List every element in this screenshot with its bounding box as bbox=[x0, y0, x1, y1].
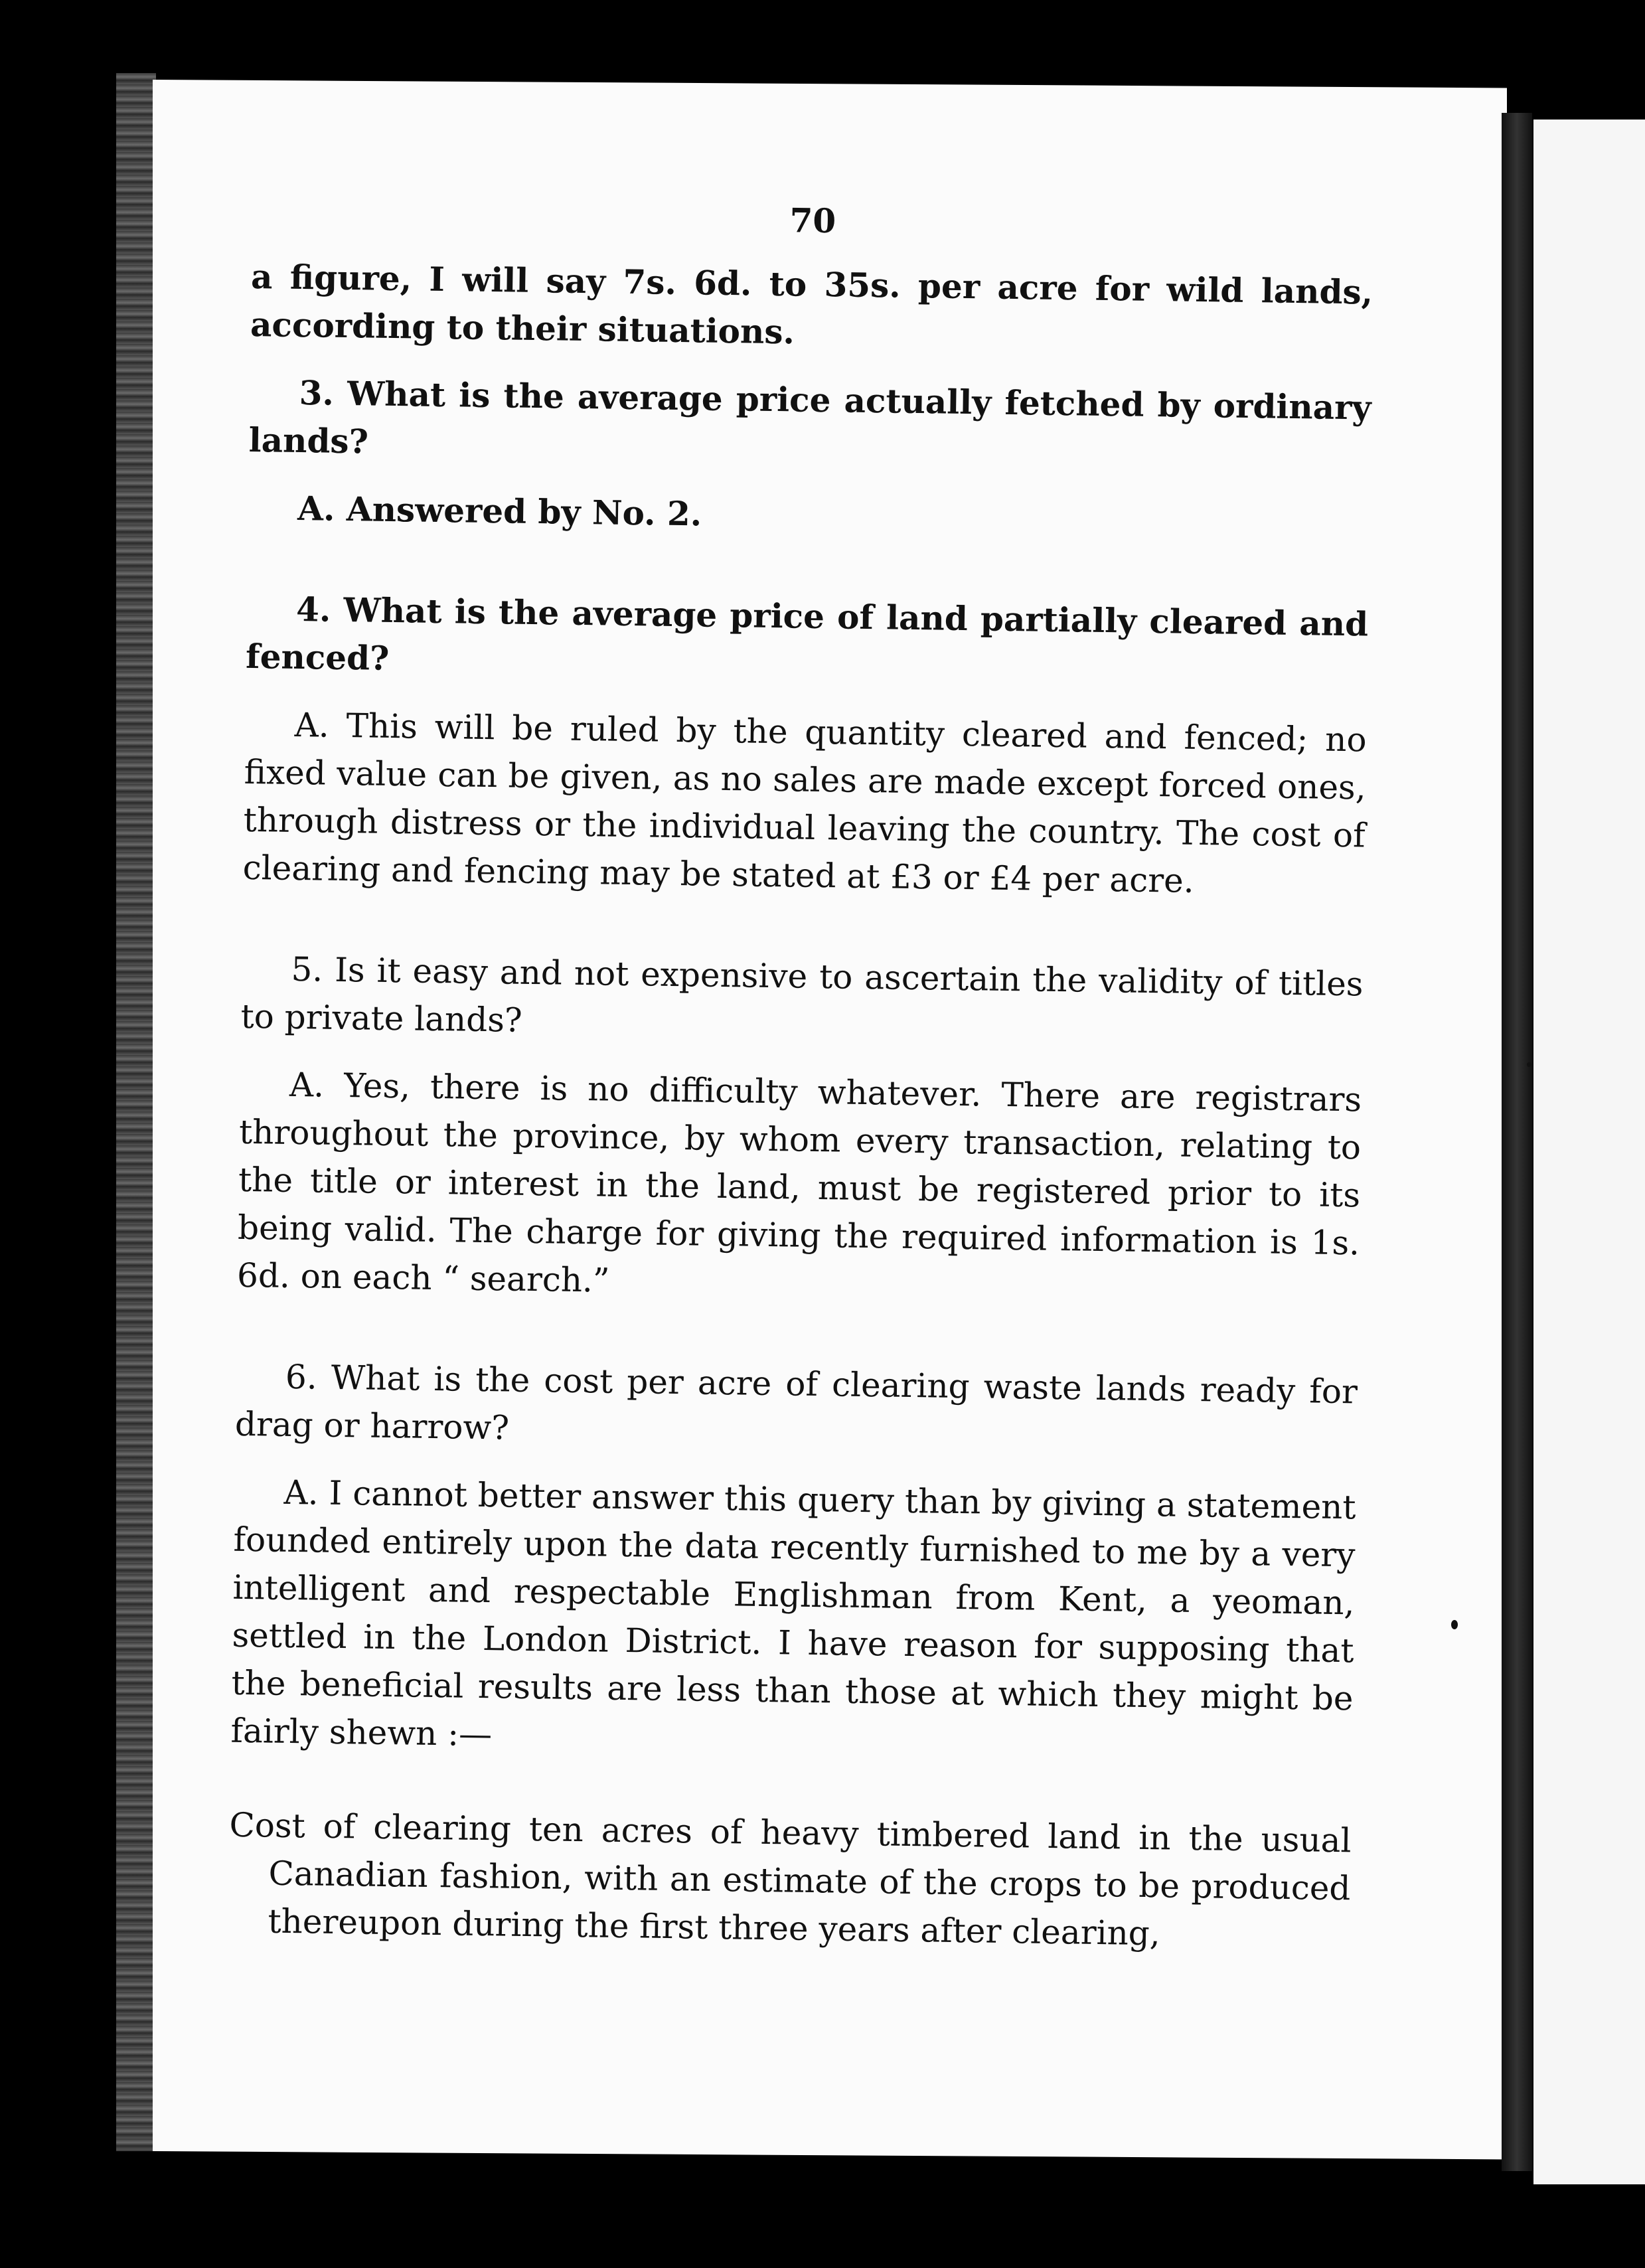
answer-4: A. This will be ruled by the quantity cleared and fenced; no fixed value can be given, as no sales are made except forced ones, through distress or the individual leaving the country. The cost of clearing and fencing may be stated at £3 or £4 per acre. bbox=[242, 705, 1367, 900]
page-text bbox=[228, 189, 1374, 1980]
answer-6: A. I cannot better answer this query than by giving a statement founded entirely upon the data recently furnished to me by a very intelligent and respectable Englishman from Kent, a yeoman, settled in the London District. I have reason for supposing that the beneficial results are less than those at which they might be fairly shewn :— bbox=[230, 1473, 1356, 1754]
question-3: 3. What is the average price actually fetched by ordinary lands? bbox=[248, 373, 1371, 461]
question-5: 5. Is it easy and not expensive to ascertain the validity of titles to private lands? bbox=[240, 949, 1364, 1040]
ink-spot bbox=[1527, 1062, 1531, 1067]
paragraph-continuation: a figure, I will say 7s. 6d. to 35s. per acre for wild lands, according to their situations. bbox=[250, 256, 1373, 352]
question-4: 4. What is the average price of land partially cleared and fenced? bbox=[245, 589, 1369, 678]
book-binding-edge bbox=[116, 73, 156, 2151]
answer-3: A. Answered by No. 2. bbox=[297, 489, 702, 534]
page-number: 70 bbox=[789, 201, 836, 241]
cost-statement-heading: Cost of clearing ten acres of heavy timbered land in the usual Canadian fashion, with an estimate of the crops to be produced thereupon during the first three years after clearing, bbox=[229, 1805, 1352, 1953]
question-6: 6. What is the cost per acre of clearing waste lands ready for drag or harrow? bbox=[234, 1357, 1358, 1447]
book-gutter bbox=[1502, 113, 1532, 2171]
answer-5: A. Yes, there is no difficulty whatever. There are registrars throughout the province, by whom every transaction, relating to the title or interest in the land, must be registered prior to its being valid. The charge for giving the required information is 1s. 6d. on each “ search.” bbox=[236, 1065, 1362, 1300]
ink-spot bbox=[1451, 1620, 1458, 1629]
adjacent-page-edge bbox=[1533, 120, 1645, 2184]
